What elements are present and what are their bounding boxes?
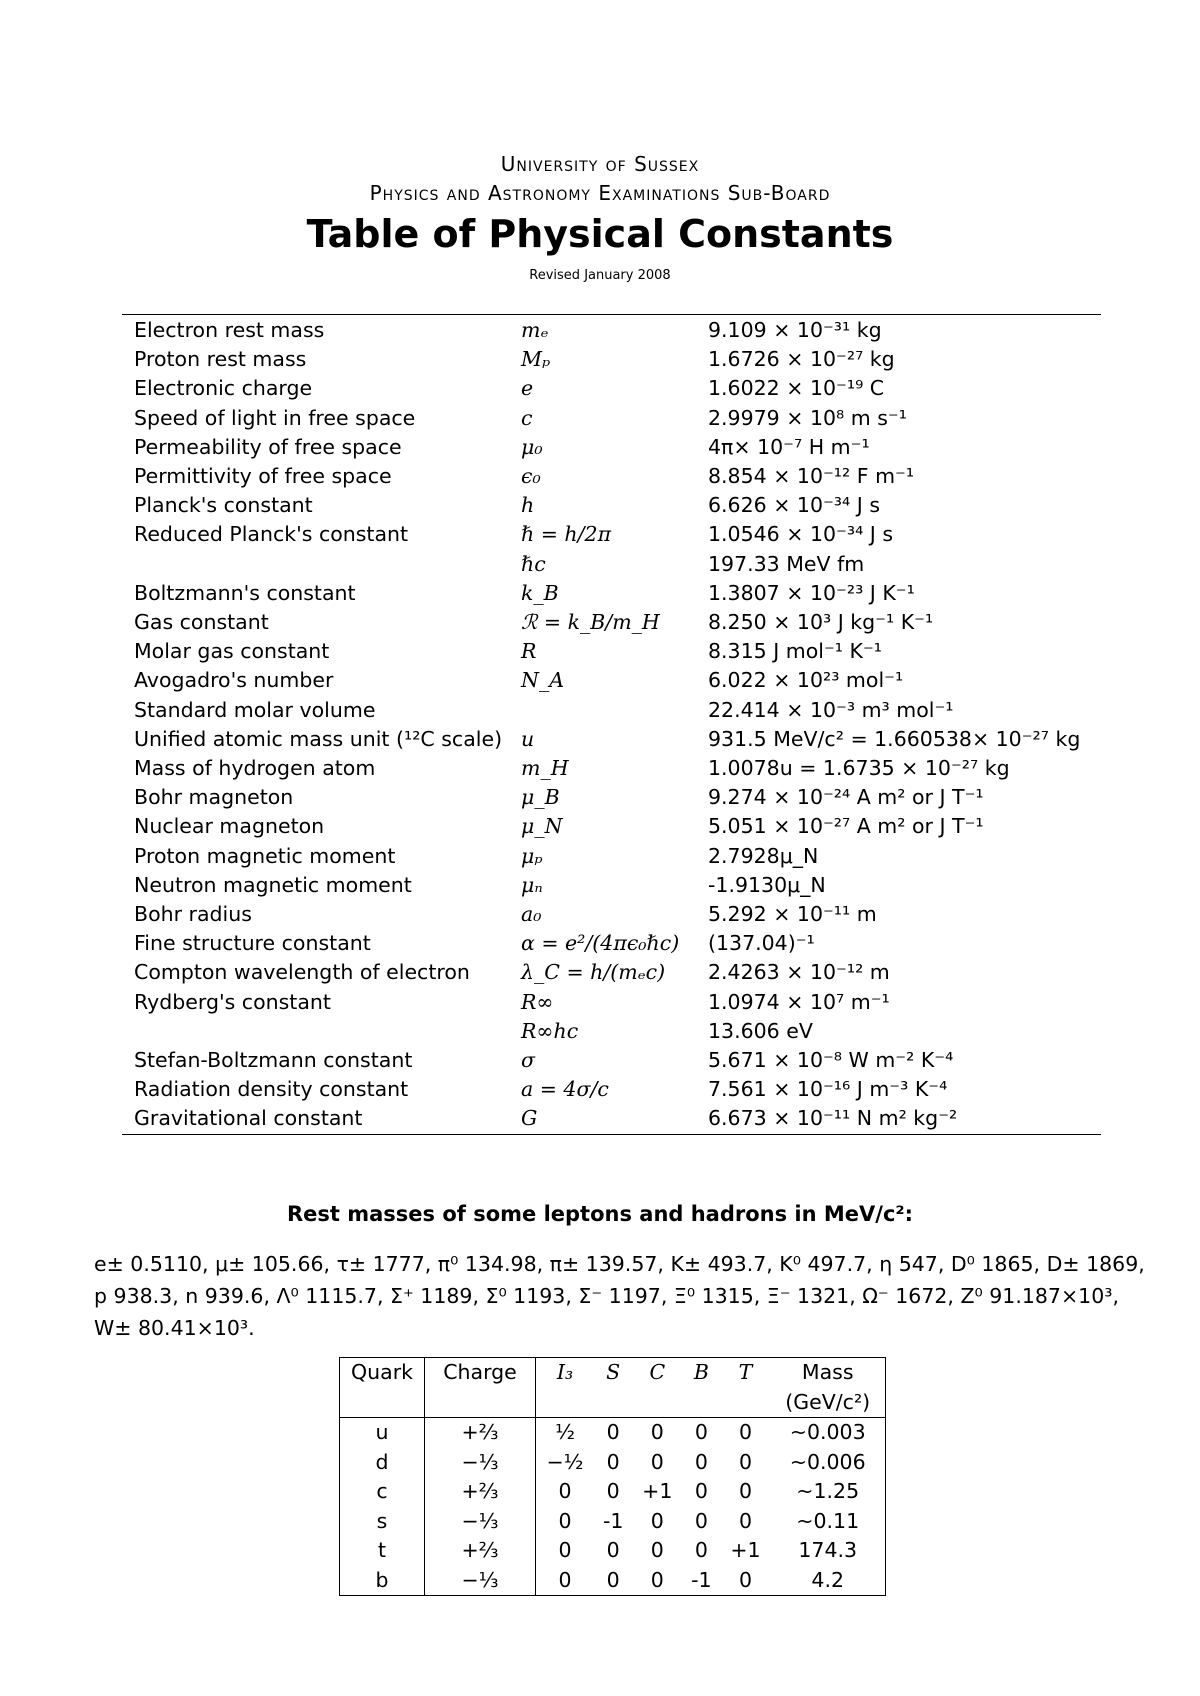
constant-value: (137.04)⁻¹ bbox=[708, 931, 815, 956]
quark-name: c bbox=[340, 1477, 425, 1507]
quark-topness: 0 bbox=[738, 1420, 752, 1444]
constant-name: Bohr radius bbox=[134, 902, 252, 927]
constant-value: 1.0974 × 10⁷ m⁻¹ bbox=[708, 989, 890, 1014]
quark-row bbox=[340, 1418, 886, 1448]
constant-value: 9.109 × 10⁻³¹ kg bbox=[708, 318, 882, 342]
constant-name: Gravitational constant bbox=[134, 1106, 363, 1131]
constant-value: 1.3807 × 10⁻²³ J K⁻¹ bbox=[708, 580, 915, 605]
constant-row bbox=[122, 1017, 1101, 1046]
constant-row bbox=[122, 608, 1101, 637]
quark-name: s bbox=[340, 1507, 425, 1537]
quark-strangeness: 0 bbox=[606, 1567, 620, 1592]
quark-topness: 0 bbox=[738, 1508, 752, 1533]
constant-value: 8.854 × 10⁻¹² F m⁻¹ bbox=[708, 464, 915, 489]
quark-strangeness: 0 bbox=[606, 1479, 620, 1503]
constant-name: Proton rest mass bbox=[134, 347, 307, 372]
quark-charm: 0 bbox=[650, 1538, 664, 1562]
quark-bottomness: 0 bbox=[694, 1508, 708, 1533]
constant-name: Permeability of free space bbox=[134, 434, 402, 459]
constant-name: Reduced Planck's constant bbox=[134, 522, 409, 547]
quark-mass: ~0.003 bbox=[789, 1420, 866, 1444]
constant-symbol: c bbox=[521, 405, 533, 430]
constant-symbol: μₙ bbox=[521, 872, 543, 897]
constant-value: 4π× 10⁻⁷ H m⁻¹ bbox=[708, 434, 870, 459]
constant-row bbox=[122, 958, 1101, 987]
constant-name: Avogadro's number bbox=[134, 668, 334, 693]
constant-value: 8.315 J mol⁻¹ K⁻¹ bbox=[708, 639, 883, 664]
constant-value: 6.022 × 10²³ mol⁻¹ bbox=[708, 668, 904, 693]
constant-row bbox=[122, 462, 1101, 491]
constant-symbol: α = e²/(4πϵ₀ℏc) bbox=[521, 931, 680, 956]
mass-unit-header: (GeV/c²) bbox=[770, 1388, 885, 1418]
rest-masses-title: Rest masses of some leptons and hadrons in MeV/c²: bbox=[286, 1202, 914, 1226]
constant-name: Molar gas constant bbox=[134, 639, 330, 664]
rest-masses-line: e± 0.5110, μ± 105.66, τ± 1777, π⁰ 134.98, π± 139.57, K± 493.7, K⁰ 497.7, η 547, D⁰ 1865, D± 1869, bbox=[94, 1252, 1145, 1276]
constant-value: 5.051 × 10⁻²⁷ A m² or J T⁻¹ bbox=[708, 814, 984, 839]
constant-symbol: N_A bbox=[521, 668, 564, 693]
constant-name: Speed of light in free space bbox=[134, 405, 416, 430]
quark-charge: +⅔ bbox=[425, 1418, 536, 1448]
constant-symbol: Mₚ bbox=[521, 347, 551, 372]
constant-symbol: μ_N bbox=[521, 814, 563, 839]
quark-table-body bbox=[340, 1418, 886, 1596]
constant-value: -1.9130μ_N bbox=[708, 872, 826, 897]
constant-row bbox=[122, 871, 1101, 900]
constant-row bbox=[122, 374, 1101, 403]
constant-symbol: λ_C = h/(mₑc) bbox=[521, 960, 666, 985]
quark-bottomness: 0 bbox=[694, 1420, 708, 1444]
quark-strangeness: 0 bbox=[606, 1449, 620, 1474]
constant-symbol: σ bbox=[521, 1048, 535, 1073]
constant-name: Proton magnetic moment bbox=[134, 843, 396, 868]
constant-row bbox=[122, 637, 1101, 666]
constants-table bbox=[122, 314, 1101, 1135]
constant-value: 5.292 × 10⁻¹¹ m bbox=[708, 902, 877, 927]
rest-masses-line: W± 80.41×10³. bbox=[94, 1316, 255, 1340]
constant-symbol: μ₀ bbox=[521, 434, 543, 459]
constant-value: 2.4263 × 10⁻¹² m bbox=[708, 960, 890, 985]
constant-name: Electronic charge bbox=[134, 376, 313, 401]
constant-symbol: ℛ = k_B/m_H bbox=[521, 610, 660, 635]
rest-masses-text bbox=[94, 1248, 1145, 1344]
constant-name: Radiation density constant bbox=[134, 1077, 409, 1102]
charm-header: C bbox=[649, 1360, 666, 1384]
constant-row bbox=[122, 491, 1101, 520]
isospin-header: I₃ bbox=[556, 1360, 574, 1384]
constant-name: Bohr magneton bbox=[134, 785, 294, 810]
quark-name: t bbox=[340, 1536, 425, 1566]
charge-header: Charge bbox=[425, 1358, 536, 1388]
constant-row bbox=[122, 696, 1101, 725]
constant-name bbox=[122, 1017, 509, 1046]
constant-value: 6.626 × 10⁻³⁴ J s bbox=[708, 493, 880, 518]
constant-row bbox=[122, 1075, 1101, 1104]
constant-symbol: h bbox=[521, 493, 535, 518]
quark-isospin: −½ bbox=[546, 1449, 584, 1474]
quark-charge: +⅔ bbox=[425, 1536, 536, 1566]
constant-symbol: a₀ bbox=[521, 902, 542, 927]
board-name: Physics and Astronomy Examinations Sub-Board bbox=[369, 181, 831, 205]
constant-row bbox=[122, 1046, 1101, 1075]
quark-mass: 4.2 bbox=[811, 1567, 845, 1592]
constant-value: 2.9979 × 10⁸ m s⁻¹ bbox=[708, 405, 907, 430]
quark-charm: 0 bbox=[650, 1420, 664, 1444]
constant-name: Planck's constant bbox=[134, 493, 313, 518]
quark-mass: ~0.006 bbox=[789, 1449, 866, 1474]
constant-row bbox=[122, 754, 1101, 783]
quark-charm: +1 bbox=[642, 1479, 673, 1503]
mass-header: Mass bbox=[801, 1360, 854, 1384]
constant-symbol: ℏc bbox=[521, 551, 546, 576]
constant-name: Stefan-Boltzmann constant bbox=[134, 1048, 413, 1073]
quark-name: b bbox=[340, 1566, 425, 1596]
constant-name: Electron rest mass bbox=[134, 318, 325, 342]
constant-symbol: R∞ bbox=[521, 989, 554, 1014]
quark-name: d bbox=[340, 1448, 425, 1478]
constant-symbol: k_B bbox=[521, 580, 559, 605]
page-title: Table of Physical Constants bbox=[306, 212, 894, 256]
constant-value: 5.671 × 10⁻⁸ W m⁻² K⁻⁴ bbox=[708, 1048, 954, 1073]
constant-value: 22.414 × 10⁻³ m³ mol⁻¹ bbox=[708, 697, 954, 722]
constant-symbol: G bbox=[521, 1106, 538, 1131]
constant-symbol: ℏ = h/2π bbox=[521, 522, 612, 547]
constant-row bbox=[122, 550, 1101, 579]
constant-value: 1.6726 × 10⁻²⁷ kg bbox=[708, 347, 895, 372]
quark-charm: 0 bbox=[650, 1508, 664, 1533]
constant-value: 1.6022 × 10⁻¹⁹ C bbox=[708, 376, 885, 401]
quark-isospin: 0 bbox=[558, 1567, 572, 1592]
constant-name: Unified atomic mass unit (¹²C scale) bbox=[134, 726, 503, 751]
constant-row bbox=[122, 1104, 1101, 1134]
quark-mass: 174.3 bbox=[798, 1538, 858, 1562]
constant-row bbox=[122, 812, 1101, 841]
quark-strangeness: -1 bbox=[602, 1508, 624, 1533]
topness-header: T bbox=[738, 1360, 753, 1384]
quark-table bbox=[339, 1357, 886, 1596]
quark-row bbox=[340, 1477, 886, 1507]
quark-header: Quark bbox=[340, 1358, 425, 1388]
constant-symbol: μₚ bbox=[521, 843, 543, 868]
quark-strangeness: 0 bbox=[606, 1420, 620, 1444]
constant-symbol: a = 4σ/c bbox=[521, 1077, 609, 1102]
quark-charge: −⅓ bbox=[425, 1507, 536, 1537]
quark-bottomness: 0 bbox=[694, 1449, 708, 1474]
quark-charge: −⅓ bbox=[425, 1566, 536, 1596]
constant-value: 6.673 × 10⁻¹¹ N m² kg⁻² bbox=[708, 1106, 958, 1131]
constants-table-body bbox=[122, 315, 1101, 1135]
constant-value: 8.250 × 10³ J kg⁻¹ K⁻¹ bbox=[708, 610, 934, 635]
constant-symbol: u bbox=[521, 726, 535, 751]
constant-name: Fine structure constant bbox=[134, 931, 371, 956]
constant-value: 9.274 × 10⁻²⁴ A m² or J T⁻¹ bbox=[708, 785, 984, 810]
quark-topness: 0 bbox=[738, 1567, 752, 1592]
quark-row bbox=[340, 1536, 886, 1566]
quark-topness: +1 bbox=[730, 1538, 761, 1562]
quark-mass: ~0.11 bbox=[796, 1508, 860, 1533]
constant-value: 197.33 MeV fm bbox=[708, 551, 865, 576]
quark-isospin: 0 bbox=[558, 1538, 572, 1562]
quark-charm: 0 bbox=[650, 1567, 664, 1592]
quark-bottomness: 0 bbox=[694, 1538, 708, 1562]
constant-row bbox=[122, 520, 1101, 549]
constant-row bbox=[122, 725, 1101, 754]
quark-charge: +⅔ bbox=[425, 1477, 536, 1507]
rest-masses-line: p 938.3, n 939.6, Λ⁰ 1115.7, Σ⁺ 1189, Σ⁰ 1193, Σ⁻ 1197, Ξ⁰ 1315, Ξ⁻ 1321, Ω⁻ 1672, Z⁰ 91.187×10³, bbox=[94, 1284, 1119, 1308]
constant-value: 1.0546 × 10⁻³⁴ J s bbox=[708, 522, 894, 547]
constant-value: 7.561 × 10⁻¹⁶ J m⁻³ K⁻⁴ bbox=[708, 1077, 948, 1102]
constant-row bbox=[122, 988, 1101, 1017]
constant-name: Neutron magnetic moment bbox=[134, 872, 412, 897]
revision-date: Revised January 2008 bbox=[529, 268, 671, 283]
constant-name: Gas constant bbox=[134, 610, 269, 635]
constant-symbol: ϵ₀ bbox=[521, 464, 541, 489]
constant-symbol: μ_B bbox=[521, 785, 560, 810]
quark-row bbox=[340, 1448, 886, 1478]
constant-value: 1.0078u = 1.6735 × 10⁻²⁷ kg bbox=[708, 756, 1010, 781]
constant-row bbox=[122, 842, 1101, 871]
constant-row bbox=[122, 345, 1101, 374]
constant-symbol: R bbox=[521, 639, 537, 664]
constant-value: 2.7928μ_N bbox=[708, 843, 819, 868]
constant-row bbox=[122, 579, 1101, 608]
quark-charm: 0 bbox=[650, 1449, 664, 1474]
constant-row bbox=[122, 929, 1101, 958]
constant-row bbox=[122, 783, 1101, 812]
constant-row bbox=[122, 404, 1101, 433]
constant-symbol bbox=[509, 696, 696, 725]
quark-bottomness: -1 bbox=[691, 1567, 712, 1592]
quark-topness: 0 bbox=[738, 1479, 752, 1503]
constant-value: 931.5 MeV/c² = 1.660538× 10⁻²⁷ kg bbox=[708, 726, 1081, 751]
constant-symbol: m_H bbox=[521, 756, 569, 781]
constant-row bbox=[122, 433, 1101, 462]
quark-strangeness: 0 bbox=[606, 1538, 620, 1562]
constant-name: Mass of hydrogen atom bbox=[134, 756, 376, 781]
constant-row bbox=[122, 666, 1101, 695]
constant-row bbox=[122, 315, 1101, 346]
quark-name: u bbox=[340, 1418, 425, 1448]
quark-isospin: 0 bbox=[558, 1508, 572, 1533]
quark-charge: −⅓ bbox=[425, 1448, 536, 1478]
constant-name: Standard molar volume bbox=[134, 697, 376, 722]
strangeness-header: S bbox=[606, 1360, 621, 1384]
university-name: University of Sussex bbox=[500, 152, 700, 176]
constant-symbol: e bbox=[521, 376, 534, 401]
quark-isospin: ½ bbox=[555, 1420, 575, 1444]
quark-bottomness: 0 bbox=[694, 1479, 708, 1503]
constant-name: Rydberg's constant bbox=[134, 989, 331, 1014]
constant-name bbox=[122, 550, 509, 579]
quark-row bbox=[340, 1566, 886, 1596]
constant-name: Boltzmann's constant bbox=[134, 580, 356, 605]
constant-symbol: mₑ bbox=[521, 318, 549, 342]
constant-row bbox=[122, 900, 1101, 929]
quark-row bbox=[340, 1507, 886, 1537]
constant-value: 13.606 eV bbox=[708, 1018, 813, 1043]
constant-symbol: R∞hc bbox=[521, 1018, 579, 1043]
quark-mass: ~1.25 bbox=[796, 1479, 860, 1503]
quark-topness: 0 bbox=[738, 1449, 752, 1474]
constant-name: Compton wavelength of electron bbox=[134, 960, 470, 985]
bottomness-header: B bbox=[693, 1360, 709, 1384]
quark-isospin: 0 bbox=[558, 1479, 572, 1503]
constant-name: Permittivity of free space bbox=[134, 464, 392, 489]
constant-name: Nuclear magneton bbox=[134, 814, 325, 839]
